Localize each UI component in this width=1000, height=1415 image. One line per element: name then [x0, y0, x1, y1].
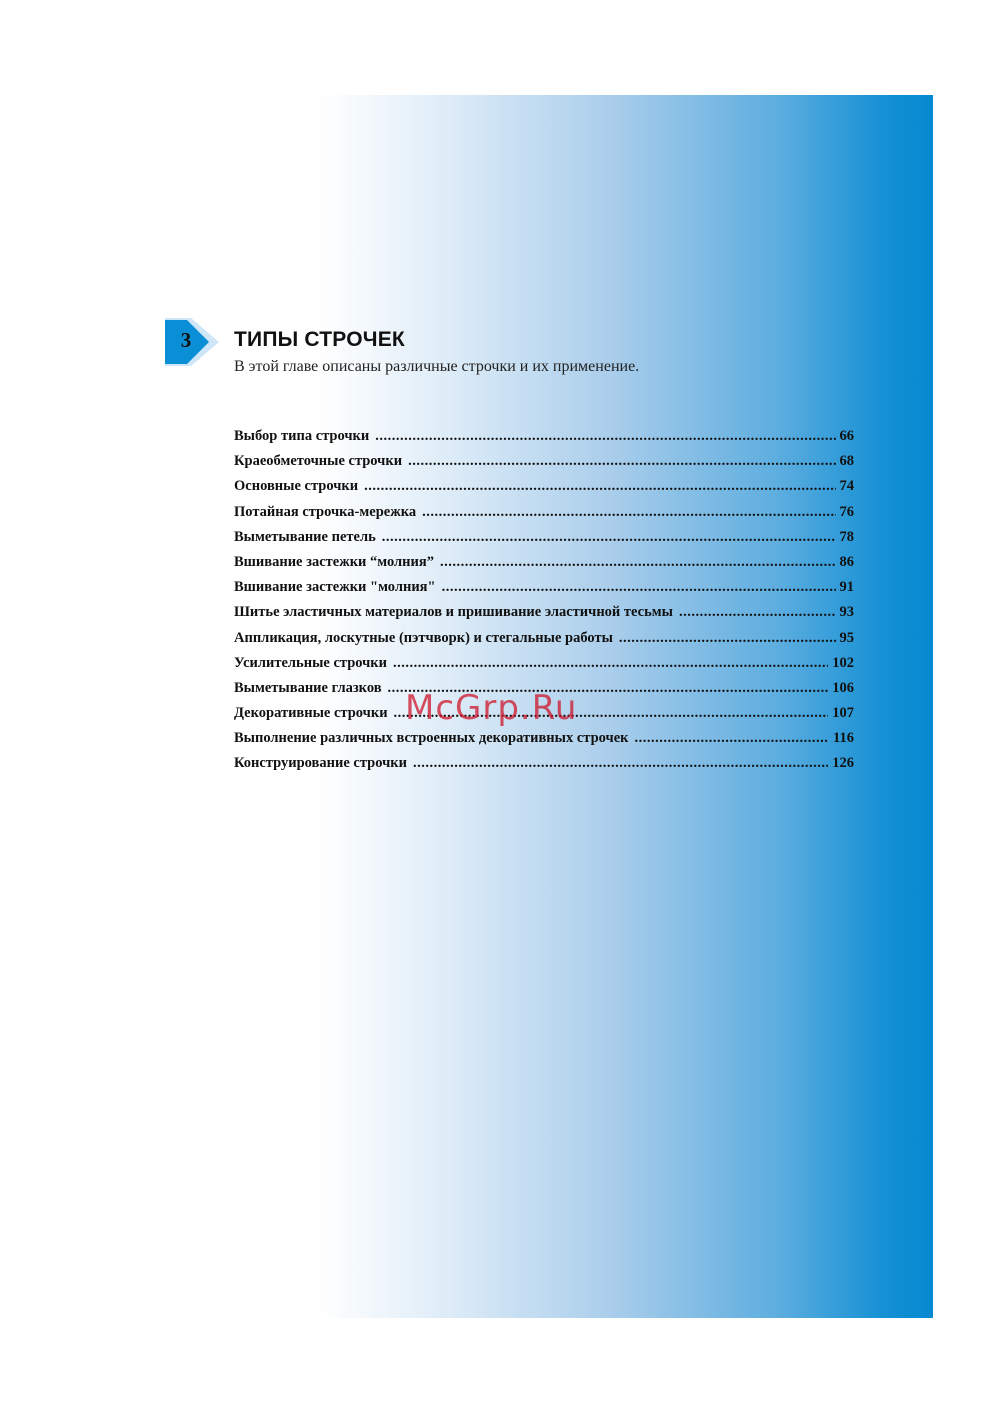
- toc-entry[interactable]: [234, 730, 854, 755]
- toc-entry[interactable]: [234, 705, 854, 730]
- toc-page-number: 95: [839, 629, 854, 646]
- toc-dot-leader: [442, 579, 836, 596]
- toc-dot-leader: [619, 630, 836, 647]
- watermark: McGrp.Ru: [405, 688, 578, 728]
- toc-entry-label: Усилительные строчки: [234, 654, 388, 671]
- toc-entry[interactable]: [234, 504, 854, 529]
- toc-page-number: 107: [832, 705, 854, 722]
- toc-entry-label: Выметывание петель: [234, 528, 376, 545]
- toc-page-number: 68: [839, 453, 854, 470]
- toc-page-number: 66: [839, 428, 854, 444]
- toc-entry[interactable]: [234, 453, 854, 478]
- toc-entry-label: Вшивание застежки “молния”: [234, 553, 434, 570]
- toc-dot-leader: [394, 705, 829, 722]
- toc-entry-label: Краеобметочные строчки: [234, 453, 403, 470]
- toc-entry[interactable]: [234, 554, 854, 579]
- toc-entry-label: Шитье эластичных материалов и пришивание эластичной тесьмы: [234, 604, 673, 621]
- table-of-contents: [234, 428, 854, 781]
- toc-entry[interactable]: [234, 680, 854, 705]
- toc-dot-leader: [413, 755, 828, 772]
- toc-page-number: 91: [839, 579, 854, 596]
- toc-dot-leader: [364, 478, 835, 495]
- toc-dot-leader: [388, 680, 829, 697]
- toc-entry[interactable]: [234, 630, 854, 655]
- toc-entry-label: Выметывание глазков: [234, 679, 382, 696]
- toc-dot-leader: [422, 504, 835, 521]
- toc-entry-label: Аппликация, лоскутные (пэтчворк) и стегальные работы: [234, 629, 613, 646]
- toc-dot-leader: [375, 428, 835, 445]
- toc-page-number: 93: [839, 604, 854, 621]
- toc-page-number: 106: [832, 679, 854, 696]
- toc-page-number: 102: [832, 654, 854, 671]
- toc-page-number: 76: [839, 503, 854, 520]
- toc-entry[interactable]: [234, 755, 854, 780]
- toc-entry[interactable]: [234, 579, 854, 604]
- toc-dot-leader: [408, 453, 835, 470]
- toc-entry[interactable]: [234, 478, 854, 503]
- chapter-number: 3: [180, 328, 192, 352]
- toc-page-number: 74: [839, 478, 854, 495]
- toc-entry[interactable]: [234, 529, 854, 554]
- toc-entry-label: Потайная строчка-мережка: [234, 503, 417, 520]
- chapter-marker: [165, 318, 221, 366]
- toc-page-number: 126: [832, 755, 854, 772]
- toc-page-number: 78: [839, 528, 854, 545]
- toc-entry-label: Выполнение различных встроенных декоративных строчек: [234, 730, 629, 747]
- toc-entry-label: Выбор типа строчки: [234, 428, 370, 444]
- toc-entry-label: Основные строчки: [234, 478, 359, 495]
- toc-entry[interactable]: [234, 604, 854, 629]
- toc-dot-leader: [634, 730, 829, 747]
- toc-dot-leader: [393, 655, 828, 672]
- toc-dot-leader: [382, 529, 836, 546]
- toc-entry-label: Конструирование строчки: [234, 755, 407, 772]
- toc-page-number: 116: [833, 730, 854, 747]
- toc-entry-label: Декоративные строчки: [234, 705, 388, 722]
- toc-dot-leader: [440, 554, 836, 571]
- toc-entry[interactable]: [234, 428, 854, 453]
- toc-entry[interactable]: [234, 655, 854, 680]
- chapter-title: ТИПЫ СТРОЧЕК: [234, 328, 405, 351]
- toc-page-number: 86: [839, 553, 854, 570]
- chapter-subtitle: В этой главе описаны различные строчки и их применение.: [234, 358, 640, 375]
- toc-dot-leader: [679, 604, 836, 621]
- toc-entry-label: Вшивание застежки "молния": [234, 579, 436, 596]
